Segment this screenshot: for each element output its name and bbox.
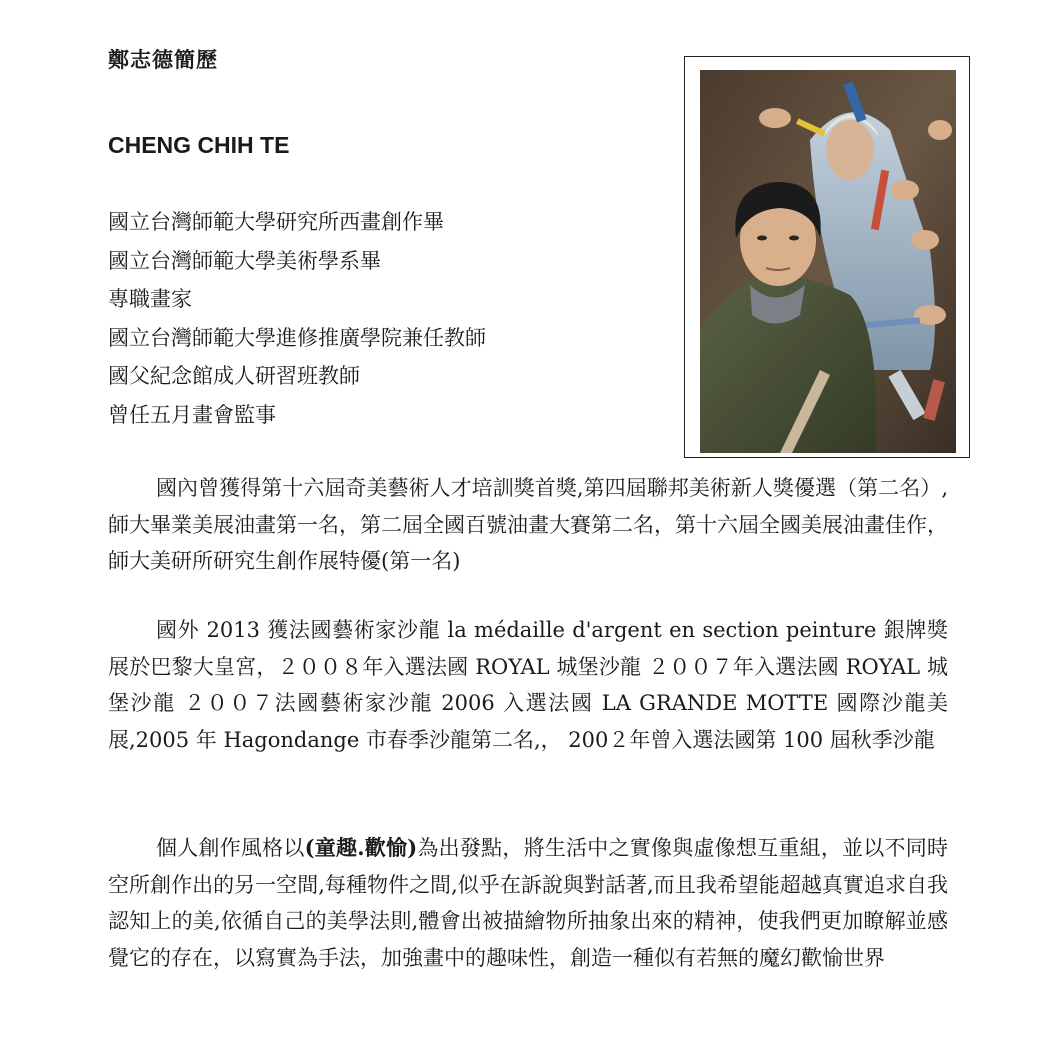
credential-item: 國父紀念館成人研習班教師 [108, 364, 360, 388]
statement-text-rest: 為出發點，將生活中之實像與虛像想互重組，並以不同時空所創作出的另一空間,每種物件之間,似乎在訴說與對話著,而且我希望能超越真實追求自我認知上的美,依循自己的美學法則,體會出被描繪物所抽象出來的精神，使我們更加瞭解並感覺它的存在，以寫實為手法，加強畫中的趣味性，創造一種似有若無的魔幻歡愉世界 [108, 836, 948, 970]
page-title-chinese: 鄭志德簡歷 [108, 48, 218, 72]
credentials-list [108, 203, 486, 434]
page-title-english: CHENG CHIH TE [108, 132, 290, 158]
portrait-photo-frame [684, 56, 970, 458]
credential-item: 曾任五月畫會監事 [108, 402, 276, 427]
credential-item: 專職畫家 [108, 287, 192, 311]
statement-emphasis: (童趣.歡愉) [304, 835, 418, 860]
credential-item: 國立台灣師範大學研究所西畫創作畢 [108, 210, 444, 234]
artistic-statement-paragraph [108, 830, 948, 976]
statement-text-start: 個人創作風格以 [156, 836, 305, 860]
artist-portrait-photo [700, 70, 956, 453]
credential-item: 國立台灣師範大學美術學系畢 [108, 248, 381, 273]
credential-item: 國立台灣師範大學進修推廣學院兼任教師 [108, 325, 486, 350]
domestic-awards-paragraph: 國內曾獲得第十六屆奇美藝術人才培訓獎首獎,第四屆聯邦美術新人獎優選（第二名）,師大畢業美展油畫第一名，第二屆全國百號油畫大賽第二名，第十六屆全國美展油畫佳作，師大美研所研究生創作展特優(第一名) [108, 476, 948, 573]
international-awards-paragraph: 國外 2013 獲法國藝術家沙龍 la médaille d'argent en section peinture 銀牌獎展於巴黎大皇宮，２００８年入選法國 ROYAL 城堡沙龍 ２００７年入選法國 ROYAL 城堡沙龍 ２００７法國藝術家沙龍 2006 入選法國 LA GRANDE MOTTE 國際沙龍美展,2005 年 Hagondange 市春季沙龍第二名,， 200２年曾入選法國第 100 屆秋季沙龍 [108, 618, 948, 752]
